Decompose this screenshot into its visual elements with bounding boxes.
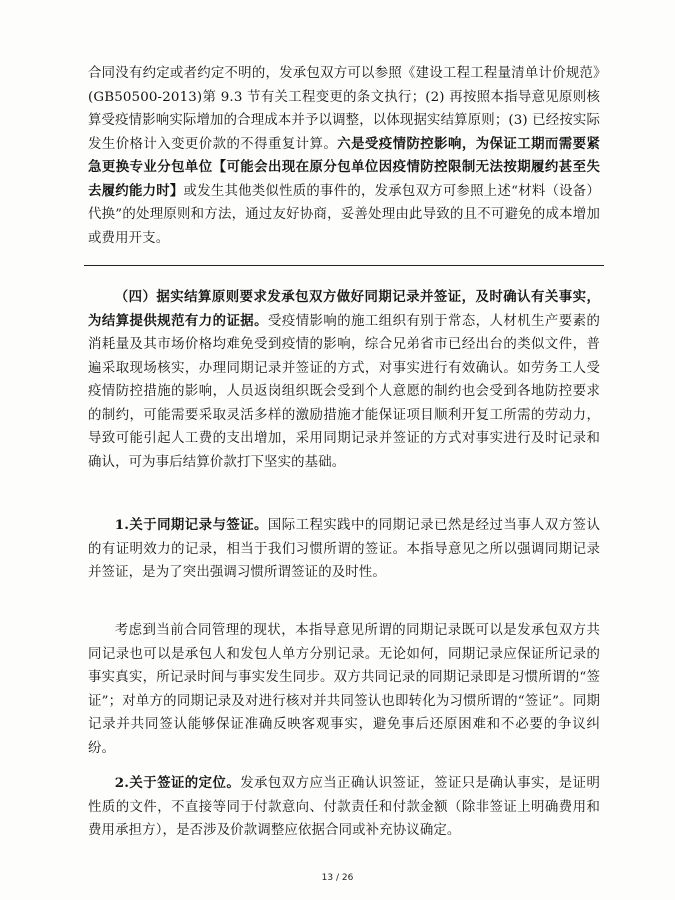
consider-text: 考虑到当前合同管理的现状，本指导意见所谓的同期记录既可以是发承包双方共同记录也可以是承包人和发包人单方分别记录。无论如何，同期记录应保证所记录的事实真实，所记录时间与事实发生同步。双方共同记录的同期记录即是习惯所谓的“签证”；对单方的同期记录及对进行核对并共同签认也即转化为习惯所谓的“签证”。同期记录并共同签认能够保证准确反映客观事实，避免事后还原困难和不必要的争议纠纷。 <box>88 623 600 756</box>
horizontal-rule <box>84 265 604 266</box>
item-1-heading: 1.关于同期记录与签证。 <box>114 517 268 533</box>
item-2-body: 发承包双方应当正确认识签证，签证只是确认事实，是证明性质的文件，不直接等同于付款意向、付款责任和付款金额（除非签证上明确费用和费用承担方），是否涉及价款调整应依据合同或补充协议确定。 <box>88 776 601 838</box>
section-4-paragraph <box>88 286 600 474</box>
item-1-body: 国际工程实践中的同期记录已然是经过当事人双方签认的有证明效力的记录，相当于我们习惯所谓的签证。本指导意见之所以强调同期记录并签证，是为了突出强调习惯所谓签证的及时性。 <box>88 518 600 580</box>
section-4-heading: （四）据实结算原则要求发承包双方做好同期记录并签证，及时确认有关事实，为结算提供规范有力的证据。 <box>88 289 600 329</box>
item-2-heading: 2.关于签证的定位。 <box>114 775 241 791</box>
page-number: 13 / 26 <box>321 873 354 883</box>
paragraph-text: 或发生其他类似性质的事件的，发承包双方可参照上述“材料（设备）代换”的处理原则和方法，通过友好协商，妥善处理由此导致的且不可避免的成本增加或费用开支。 <box>88 183 600 246</box>
item-1-paragraph <box>88 514 600 585</box>
consider-paragraph <box>88 619 600 760</box>
paragraph-bold-text: 六是受疫情防控影响，为保证工期而需要紧急更换专业分包单位【可能会出现在原分包单位因疫情防控限制无法按期履约甚至失去履约能力时】 <box>88 135 600 199</box>
section-4-body: 受疫情影响的施工组织有别于常态，人材机生产要素的消耗量及其市场价格均难免受到疫情的影响，综合兄弟省市已经出台的类似文件，普遍采取现场核实，办理同期记录并签证的方式，对事实进行有效确认。如劳务工人受疫情防控措施的影响，人员返岗组织既会受到个人意愿的制约也会受到各地防控要求的制约，可能需要采取灵活多样的激励措施才能保证项目顺利开复工所需的劳动力，导致可能引起人工费的支出增加，采用同期记录并签证的方式对事实进行及时记录和确认，可为事后结算价款打下坚实的基础。 <box>88 313 600 470</box>
paragraph-continuation <box>88 62 600 250</box>
paragraph-text: 合同没有约定或者约定不明的，发承包双方可以参照《建设工程工程量清单计价规范》(GB50500-2013)第 9.3 节有关工程变更的条文执行；(2) 再按照本指导意见原则核算受疫情影响实际增加的合理成本并予以调整，以体现据实结算原则；(3) 已经按实际发生价格计入变更价款的不得重复计算。 <box>88 66 600 152</box>
item-2-paragraph <box>88 772 600 843</box>
